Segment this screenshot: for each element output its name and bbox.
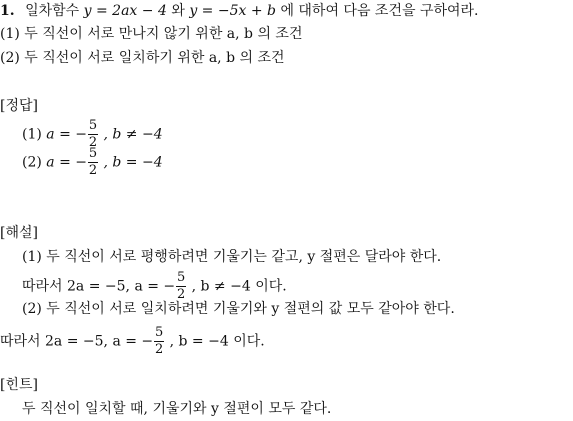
problem-intro-pre: 일차함수 <box>25 3 80 19</box>
answer-2-lhs: a = − <box>46 154 88 171</box>
explanation-line-4-post: , b = −4 이다. <box>169 333 265 350</box>
answer-2 <box>22 147 163 178</box>
hint-line-1: 두 직선이 일치할 때, 기울기와 y 절편이 모두 같다. <box>22 401 332 417</box>
answer-2-label: (2) <box>22 154 42 171</box>
fraction-numerator: 5 <box>88 118 98 133</box>
fraction-denominator: 2 <box>155 342 164 357</box>
answer-1-lhs: a = − <box>46 126 88 143</box>
fraction-numerator: 5 <box>155 325 164 340</box>
explanation-line-1: (1) 두 직선이 서로 평행하려면 기울기는 같고, y 절편은 달라야 한다. <box>22 249 442 265</box>
answer-2-fraction <box>88 147 98 178</box>
problem-number: 1. <box>0 3 15 19</box>
equation-1: y = 2ax − 4 <box>83 3 167 19</box>
problem-intro-post: 에 대하여 다음 조건을 구하여라. <box>280 3 479 19</box>
equation-2: y = −5x + b <box>189 3 276 19</box>
answer-1-label: (1) <box>22 126 42 143</box>
question-2: (2) 두 직선이 서로 일치하기 위한 a, b 의 조건 <box>0 50 285 66</box>
fraction-denominator: 2 <box>88 163 98 178</box>
explanation-line-2 <box>22 271 287 302</box>
fraction-numerator: 5 <box>88 146 98 161</box>
explanation-line-2-pre: 따라서 2a = −5, a = − <box>22 278 176 295</box>
fraction-denominator: 2 <box>88 135 98 150</box>
explanation-line-4-fraction <box>154 326 164 357</box>
explanation-line-2-fraction <box>176 271 186 302</box>
explanation-line-4-pre: 따라서 2a = −5, a = − <box>0 333 154 350</box>
fraction-denominator: 2 <box>177 287 186 302</box>
hint-heading: [힌트] <box>0 377 38 393</box>
fraction-numerator: 5 <box>177 270 186 285</box>
explanation-line-4 <box>0 326 265 357</box>
explanation-line-2-post: , b ≠ −4 이다. <box>191 278 287 295</box>
explanation-line-3: (2) 두 직선이 서로 일치하려면 기울기와 y 절편의 값 모두 같아야 한다. <box>22 301 455 317</box>
explanation-heading: [해설] <box>0 225 38 241</box>
answer-2-rest: , b = −4 <box>103 154 163 171</box>
question-1: (1) 두 직선이 서로 만나지 않기 위한 a, b 의 조건 <box>0 26 303 42</box>
problem-statement <box>0 2 479 20</box>
answer-1-rest: , b ≠ −4 <box>103 126 163 143</box>
answer-heading: [정답] <box>0 98 38 114</box>
problem-and: 와 <box>171 3 185 19</box>
